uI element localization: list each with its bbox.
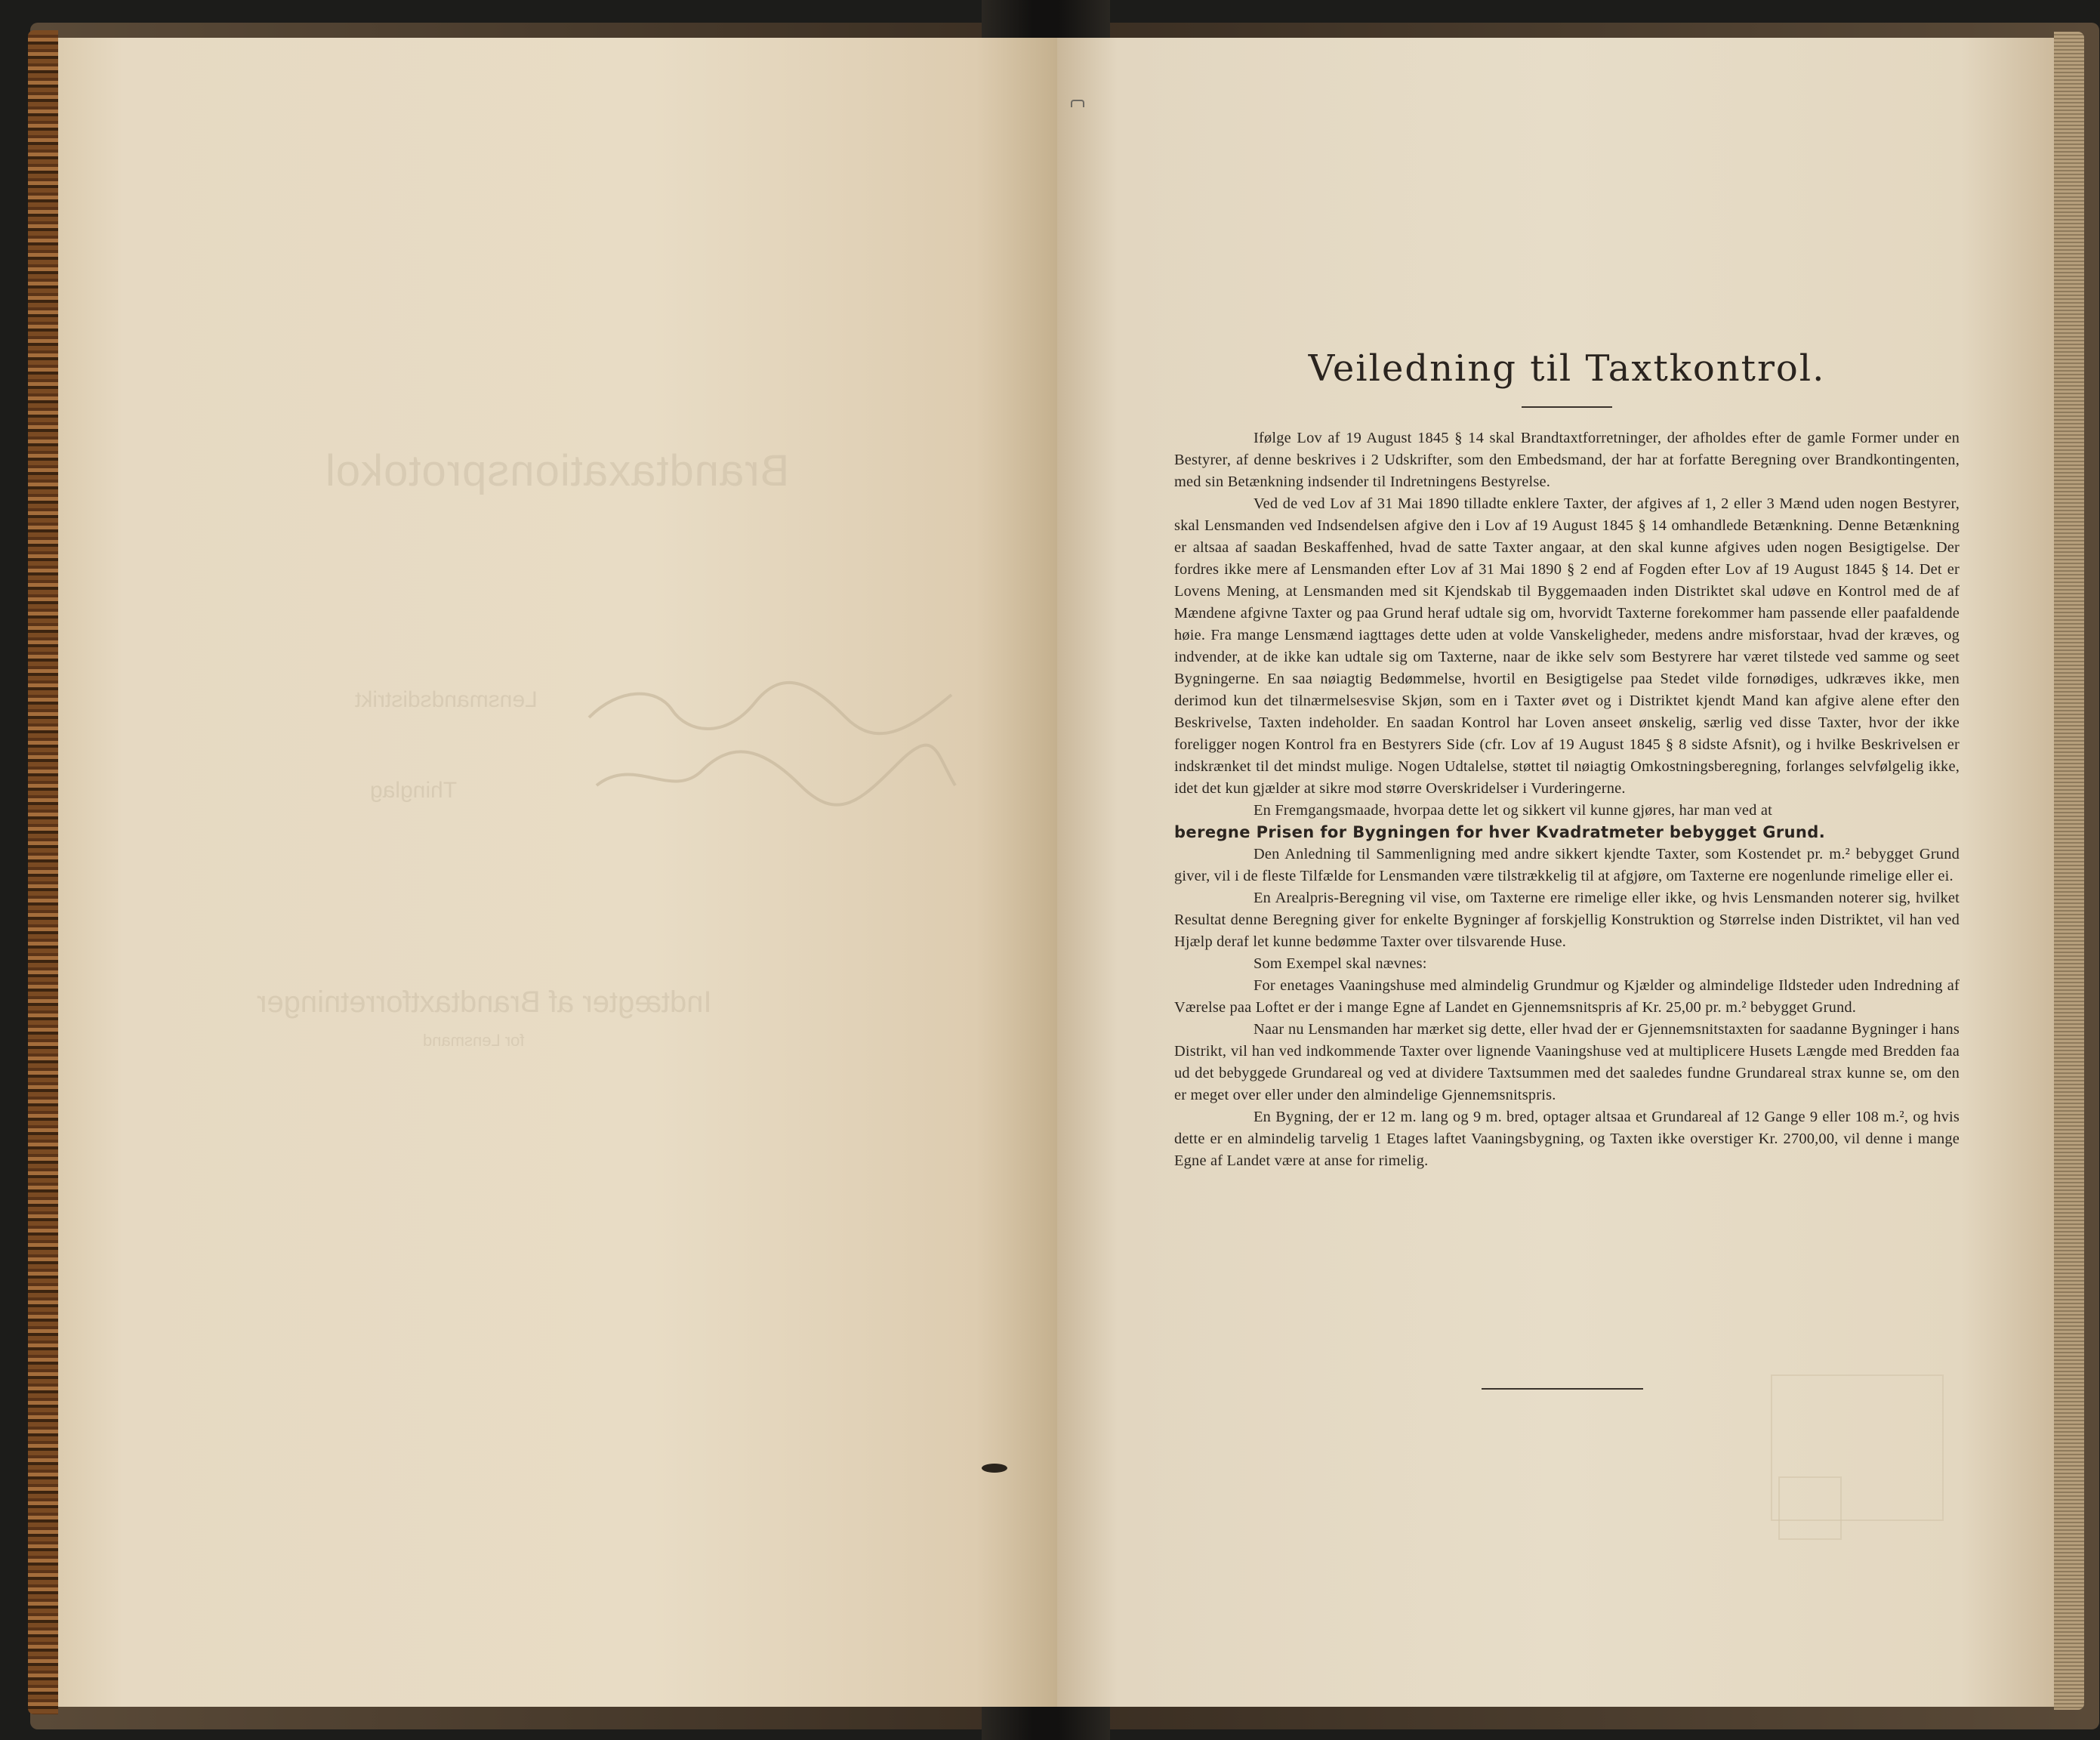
title-divider: [1522, 406, 1612, 408]
emphasized-line: beregne Prisen for Bygningen for hver Kvadratmeter bebygget Grund.: [1174, 823, 1826, 841]
paragraph: En Arealpris-Beregning vil vise, om Taxterne ere rimelige eller ikke, og hvis Lensmanden noterer sig, hvilket Resultat denne Beregning giver for enkelte Bygninger af forskjellig Konstruktion og Størrelse inden Distriktet, vil han ved Hjælp deraf let kunne bedømme Taxter over tilsvarende Huse.: [1174, 890, 1960, 950]
paragraph: En Fremgangsmaade, hvorpaa dette let og sikkert vil kunne gjøres, har man ved at: [1254, 802, 1772, 819]
paragraph: Ved de ved Lov af 31 Mai 1890 tilladte enklere Taxter, der afgives af 1, 2 eller 3 Mænd uden nogen Bestyrer, skal Lensmanden ved Indsendelsen afgive den i Lov af 19 August 1845 § 14 omhandlede Betænkning. Denne Betænkning er altsaa af saadan Beskaffenhed, hvad de satte Taxter angaar, at den skal kunne afgives uden nogen Besigtigelse. Der fordres ikke mere af Lensmanden efter Lov af 31 Mai 1890 § 2 end af Fogden efter Lov af 19 August 1845 § 14. Det er Lovens Mening, at Lensmanden med sit Kjendskab til Byggemaaden inden Distriktet skal udøve en Kontrol med de af Mændene afgivne Taxter og paa Grund heraf udtale sig om, hvorvidt Taxterne forekommer ham passende eller paafaldende høie. Fra mange Lensmænd iagttages dette uden at volde Vanskeligheder, medens andre misforstaar, hvad der kræves, og indvender, at de ikke kan udtale sig om Taxterne, naar de ikke selv som Bestyrere har været tilstede ved samme og seet Bygningerne. En saa nøiagtig Bedømmelse, hvortil en Besigtigelse paa Stedet vilde fornødiges, udkræves ikke, men derimod kun det tilnærmelsesvise Skjøn, som en i Taxter øvet og i Distriktet kjendt Mand kan afgive alene efter den Beskrivelse, Taxten indeholder. En saadan Kontrol har Loven anseet ønskelig, særlig ved disse Taxter, hvor der ikke foreligger nogen Kontrol fra en Bestyrers Side (cfr. Lov af 19 August 1845 § 8 sidste Afsnit), og i hvilke Beskrivelsen er indskrænket til det mindst mulige. Nogen Udtalelse, støttet til nøiagtig Omkostningsberegning, forlanges selvfølgelig ikke, idet det kun gjælder at sikre mod større Overskridelser i Vurderingerne.: [1174, 495, 1960, 797]
bleed-through-line: Lensmandsdistrikt: [355, 687, 538, 712]
bleed-through-line: Thinglag: [370, 778, 458, 803]
paragraph: For enetages Vaaningshuse med almindelig Grundmur og Kjælder og almindelige Ildsteder uden Indredning af Værelse paa Loftet er der i mange Egne af Landet en Gjennemsnitspris af Kr. 25,00 pr. m.² bebygget Grund.: [1174, 977, 1960, 1016]
paragraph: Som Exempel skal nævnes:: [1254, 955, 1427, 972]
bleed-through-signature: [574, 672, 967, 831]
guidance-text: [1174, 347, 1960, 1172]
worm-hole: [982, 1464, 1007, 1473]
bleed-through-subtitle: Indtægter af Brandtaxtforretninger: [257, 986, 712, 1019]
bleed-through-table: [1778, 1476, 1842, 1540]
paragraph: Naar nu Lensmanden har mærket sig dette, eller hvad der er Gjennemsnitstaxten for saadanne Bygninger i hans Distrikt, vil han ved indkommende Taxter over lignende Vaaningshuse ved at multiplicere Husets Længde med Bredden faa ud det bebyggede Grundareal og ved at dividere Taxtsummen med det saaledes fundne Grundareal strax kunne se, om den er meget over eller under den almindelige Gjennemsnitspris.: [1174, 1021, 1960, 1103]
closing-divider: [1482, 1388, 1643, 1390]
bleed-through-title: Brandtaxationsprotokol: [325, 446, 790, 495]
left-page: [42, 38, 1057, 1707]
paragraph: Ifølge Lov af 19 August 1845 § 14 skal Brandtaxtforretninger, der afholdes efter de gamle Former under en Bestyrer, af denne beskrives i 2 Udskrifter, som den Embedsmand, der har at forfatte Beregning over Brandkontingenten, med sin Betænkning indsender til Indretningens Bestyrelse.: [1174, 430, 1960, 490]
paragraph: En Bygning, der er 12 m. lang og 9 m. bred, optager altsaa et Grundareal af 12 Gange 9 eller 108 m.², og hvis dette er en almindelig tarvelig 1 Etages laftet Vaaningsbygning, og Taxten ikke overstiger Kr. 2700,00, vil denne i mange Egne af Landet være at anse for rimelig.: [1174, 1109, 1960, 1169]
paragraph: Den Anledning til Sammenligning med andre sikkert kjendte Taxter, som Kostendet pr. m.² bebygget Grund giver, vil i de fleste Tilfælde for Lensmanden være tilstrækkelig til at afgjøre, om Taxterne ere nogenlunde rimelige eller ei.: [1174, 846, 1960, 884]
bleed-through-small: for Lensmand: [423, 1031, 525, 1050]
document-title: Veiledning til Taxtkontrol.: [1308, 347, 1826, 390]
binding-stitch: [1071, 100, 1084, 107]
